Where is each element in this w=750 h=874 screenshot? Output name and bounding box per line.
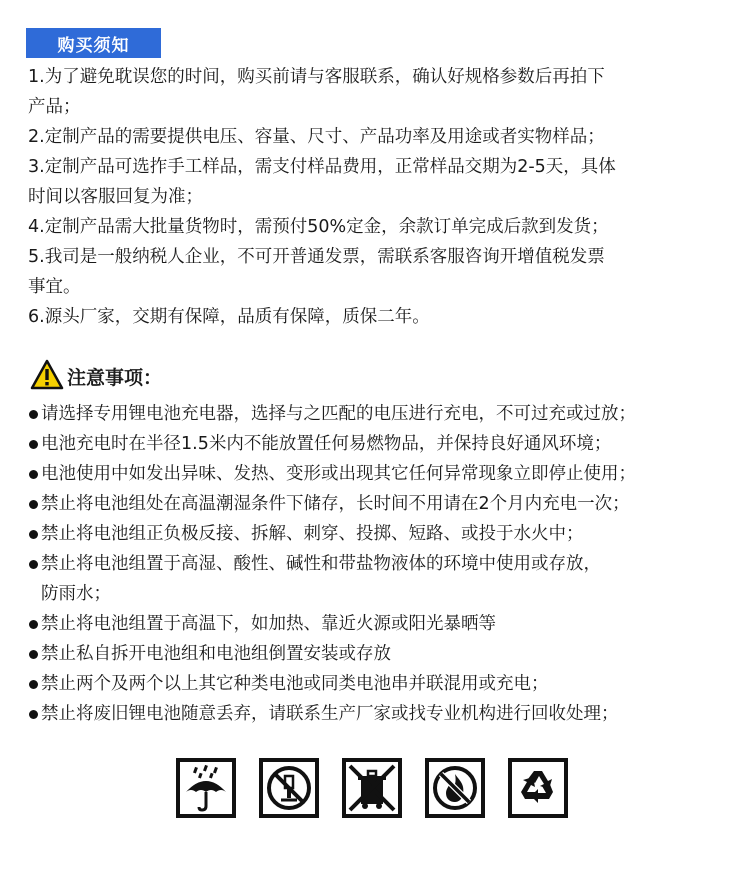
caution-item [26,459,746,489]
bullet-icon [29,440,38,449]
caution-text: 禁止将电池组置于高温下，如加热、靠近火源或阳光暴晒等 [41,614,496,634]
bullet-icon [29,470,38,479]
notice-line: 2.定制产品的需要提供电压、容量、尺寸、产品功率及用途或者实物样品； [28,127,605,147]
notice-line: 6.源头厂家，交期有保障，品质有保障，质保二年。 [28,307,430,327]
caution-text: 禁止私自拆开电池组和电池组倒置安装或存放 [41,644,391,664]
bullet-icon [29,410,38,419]
bullet-icon [29,530,38,539]
notice-line: 5.我司是一般纳税人企业，不可开普通发票，需联系客服咨询开增值税发票 [28,247,605,267]
notice-line: 1.为了避免耽误您的时间，购买前请与客服联系，确认好规格参数后再拍下 [28,67,605,87]
caution-text: 禁止将废旧锂电池随意丢弃，请联系生产厂家或找专业机构进行回收处理； [41,704,619,724]
safety-symbols [176,758,568,818]
no-disassemble-icon [259,758,319,818]
caution-header [30,359,162,393]
caution-item [26,399,746,429]
caution-item [26,699,746,729]
recycle-icon [508,758,568,818]
umbrella-rain-icon [176,758,236,818]
purchase-notice-list [28,62,740,332]
notice-line: 时间以客服回复为准； [28,187,203,207]
bullet-icon [29,560,38,569]
no-fire-icon [425,758,485,818]
notice-line: 事宜。 [28,277,81,297]
caution-title: 注意事项： [67,366,163,389]
caution-item [26,669,746,699]
caution-text: 请选择专用锂电池充电器，选择与之匹配的电压进行充电，不可过充或过放； [41,404,636,424]
caution-continuation: 防雨水； [41,584,111,604]
notice-line: 3.定制产品可选拃手工样品，需支付样品费用，正常样品交期为2-5天，具体 [28,157,616,177]
caution-text: 电池充电时在半径1.5米内不能放置任何易燃物品，并保持良好通风环境； [41,434,612,454]
caution-text: 禁止将电池组正负极反接、拆解、刺穿、投掷、短路、或投于水火中； [41,524,584,544]
caution-text: 禁止将电池组处在高温潮湿条件下储存，长时间不用请在2个月内充电一次； [41,494,630,514]
warning-triangle-icon [30,359,64,394]
bullet-icon [29,650,38,659]
caution-item [26,639,746,669]
caution-item [26,519,746,549]
caution-list [26,399,746,729]
caution-item [26,489,746,519]
purchase-notice-title: 购买须知 [26,28,161,58]
caution-text: 禁止将电池组置于高湿、酸性、碱性和带盐物液体的环境中使用或存放， [41,554,601,574]
bullet-icon [29,500,38,509]
caution-item [26,429,746,459]
bullet-icon [29,710,38,719]
caution-text: 禁止两个及两个以上其它种类电池或同类电池串并联混用或充电； [41,674,549,694]
no-trash-bin-icon [342,758,402,818]
caution-text: 电池使用中如发出异味、发热、变形或出现其它任何异常现象立即停止使用； [41,464,636,484]
bullet-icon [29,680,38,689]
bullet-icon [29,620,38,629]
caution-item [26,609,746,639]
notice-line: 产品； [28,97,81,117]
caution-item [26,549,746,609]
notice-line: 4.定制产品需大批量货物时，需预付50%定金，余款订单完成后款到发货； [28,217,609,237]
